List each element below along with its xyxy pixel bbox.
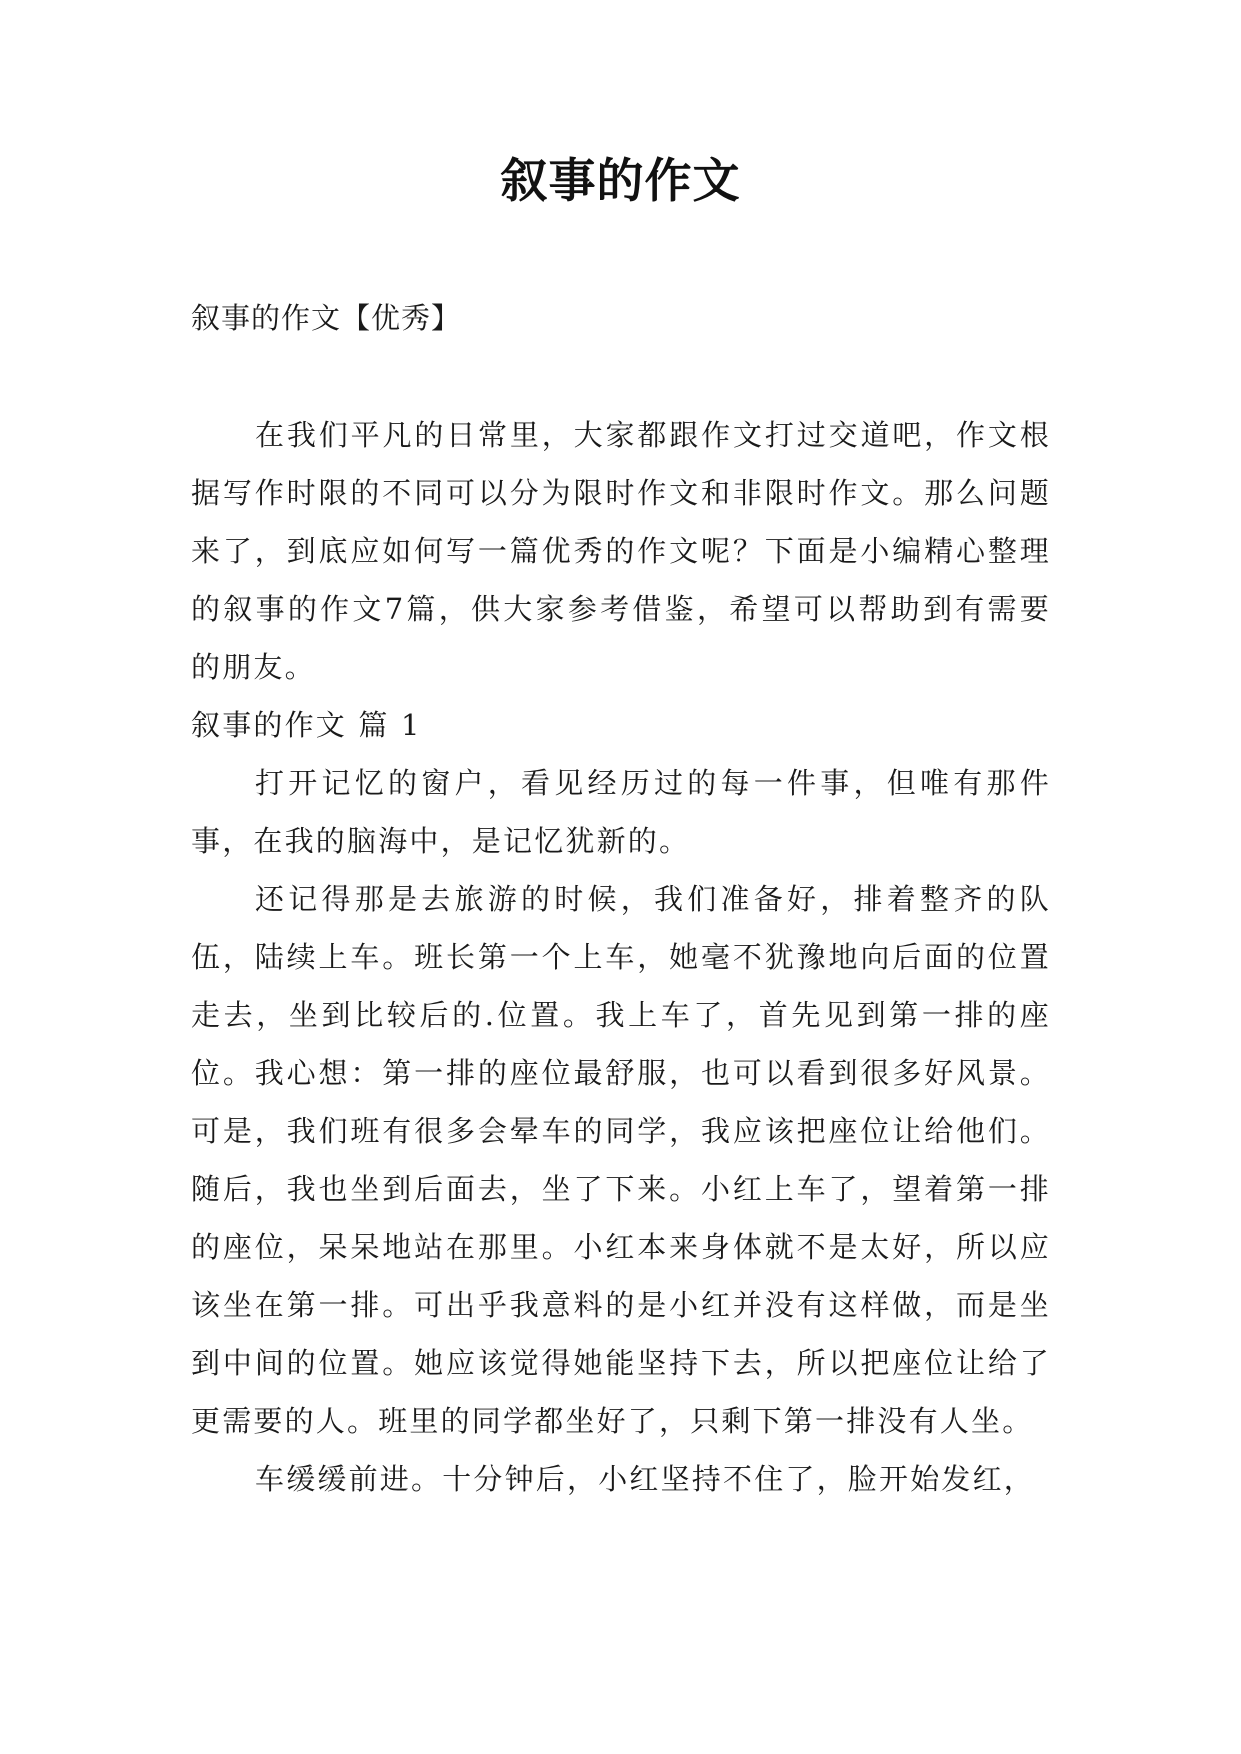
document-body xyxy=(191,406,1051,1508)
document-title: 叙事的作文 xyxy=(500,154,741,209)
section-heading: 叙事的作文 篇 1 xyxy=(191,708,422,742)
document-subtitle: 叙事的作文【优秀】 xyxy=(191,301,462,335)
body-paragraph: 车缓缓前进。十分钟后，小红坚持不住了，脸开始发红， xyxy=(255,1462,1036,1496)
body-paragraph: 打开记忆的窗户，看见经历过的每一件事，但唯有那件事，在我的脑海中，是记忆犹新的。 xyxy=(191,766,1051,858)
body-paragraph: 还记得那是去旅游的时候，我们准备好，排着整齐的队伍，陆续上车。班长第一个上车，她毫不犹豫地向后面的位置走去，坐到比较后的.位置。我上车了，首先见到第一排的座位。我心想：第一排的座位最舒服，也可以看到很多好风景。可是，我们班有很多会晕车的同学，我应该把座位让给他们。随后，我也坐到后面去，坐了下来。小红上车了，望着第一排的座位，呆呆地站在那里。小红本来身体就不是太好，所以应该坐在第一排。可出乎我意料的是小红并没有这样做，而是坐到中间的位置。她应该觉得她能坚持下去，所以把座位让给了更需要的人。班里的同学都坐好了，只剩下第一排没有人坐。 xyxy=(191,882,1051,1438)
intro-paragraph: 在我们平凡的日常里，大家都跟作文打过交道吧，作文根据写作时限的不同可以分为限时作文和非限时作文。那么问题来了，到底应如何写一篇优秀的作文呢？下面是小编精心整理的叙事的作文7篇，供大家参考借鉴，希望可以帮助到有需要的朋友。 xyxy=(191,418,1051,684)
